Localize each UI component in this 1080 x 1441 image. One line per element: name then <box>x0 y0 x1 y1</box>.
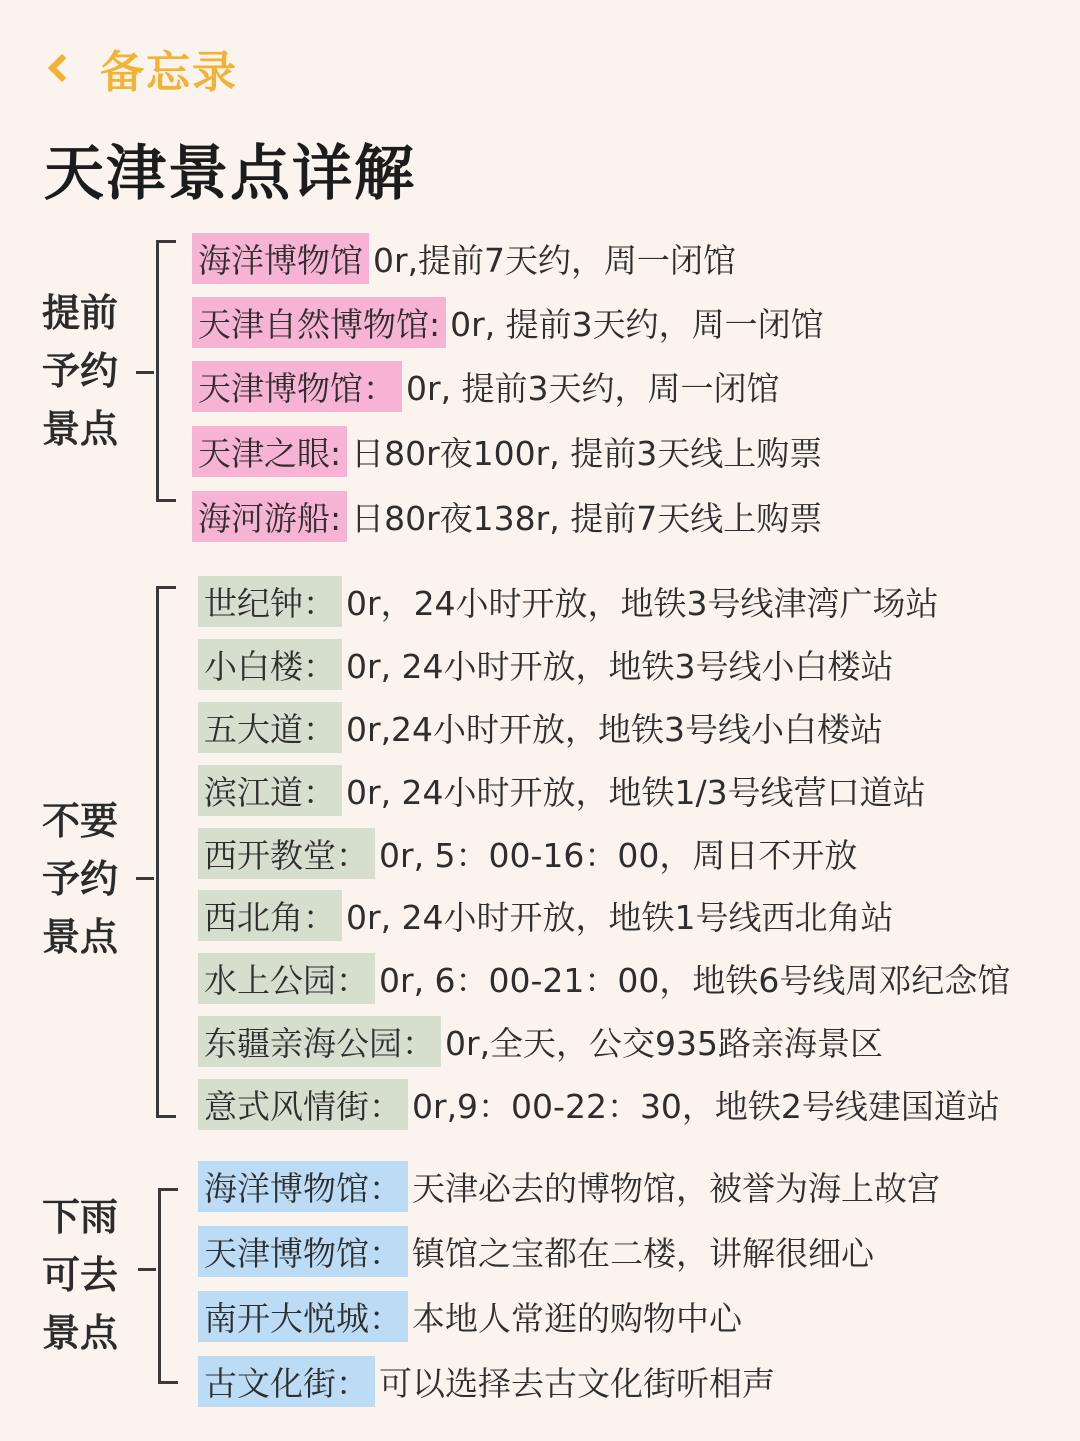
attraction-desc: 0r, 提前3天约，周一闭馆 <box>450 304 824 344</box>
list-item <box>192 423 822 479</box>
attraction-desc: 日80r夜138r, 提前7天线上购票 <box>351 498 823 538</box>
attraction-name: 古文化街： <box>198 1356 375 1407</box>
bracket <box>158 1188 178 1384</box>
attraction-name: 五大道： <box>198 702 342 753</box>
attraction-name: 世纪钟： <box>198 576 342 627</box>
attraction-name: 海洋博物馆 <box>192 233 369 284</box>
attraction-desc: 0r,24小时开放，地铁3号线小白楼站 <box>346 709 884 749</box>
attraction-name: 海洋博物馆： <box>198 1161 408 1212</box>
attraction-desc: 0r, 6：00-21：00，地铁6号线周邓纪念馆 <box>379 960 1011 1000</box>
section-label: 提前 予约 景点 <box>42 291 119 451</box>
bracket-tick <box>136 877 154 880</box>
section-label: 不要 予约 景点 <box>42 799 119 959</box>
back-label: 备忘录 <box>100 47 238 98</box>
attraction-desc: 0r, 24小时开放，地铁1号线西北角站 <box>346 897 894 937</box>
attraction-desc: 镇馆之宝都在二楼，讲解很细心 <box>412 1233 874 1273</box>
list-item <box>192 358 780 414</box>
list-item <box>192 230 736 286</box>
section-label: 下雨 可去 景点 <box>42 1195 119 1355</box>
attraction-name: 西开教堂： <box>198 828 375 879</box>
list-item <box>198 950 1010 1006</box>
list-item <box>198 1076 1000 1132</box>
attraction-desc: 天津必去的博物馆，被誉为海上故宫 <box>412 1168 940 1208</box>
attraction-name: 小白楼： <box>198 639 342 690</box>
list-item <box>198 1353 775 1409</box>
attraction-desc: 0r, 24小时开放，地铁1/3号线营口道站 <box>346 772 926 812</box>
page-title: 天津景点详解 <box>44 139 416 209</box>
list-item <box>198 1013 883 1069</box>
chevron-left-icon <box>48 54 76 82</box>
attraction-desc: 0r,9：00-22：30，地铁2号线建国道站 <box>412 1086 1000 1126</box>
attraction-desc: 0r,提前7天约，周一闭馆 <box>373 240 737 280</box>
attraction-desc: 0r，24小时开放，地铁3号线津湾广场站 <box>346 583 939 623</box>
attraction-desc: 本地人常逛的购物中心 <box>412 1298 742 1338</box>
attraction-name: 天津博物馆： <box>198 1226 408 1277</box>
attraction-desc: 0r, 提前3天约，周一闭馆 <box>406 368 780 408</box>
attraction-desc: 0r, 24小时开放，地铁3号线小白楼站 <box>346 646 894 686</box>
bracket <box>156 240 176 502</box>
list-item <box>192 294 824 350</box>
attraction-desc: 可以选择去古文化街听相声 <box>379 1363 775 1403</box>
list-item <box>192 488 822 544</box>
attraction-desc: 0r,全天，公交935路亲海景区 <box>445 1023 884 1063</box>
list-item <box>198 887 894 943</box>
attraction-name: 意式风情街： <box>198 1079 408 1130</box>
attraction-name: 滨江道： <box>198 765 342 816</box>
attraction-name: 东疆亲海公园： <box>198 1016 441 1067</box>
attraction-desc: 0r, 5：00-16：00，周日不开放 <box>379 835 858 875</box>
back-button[interactable] <box>40 40 238 96</box>
attraction-desc: 日80r夜100r, 提前3天线上购票 <box>351 433 823 473</box>
bracket-tick <box>138 1268 156 1271</box>
attraction-name: 南开大悦城： <box>198 1291 408 1342</box>
list-item <box>198 762 926 818</box>
bracket-tick <box>136 371 154 374</box>
attraction-name: 西北角： <box>198 890 342 941</box>
attraction-name: 天津自然博物馆: <box>192 297 446 348</box>
list-item <box>198 1223 874 1279</box>
attraction-name: 天津之眼: <box>192 426 347 477</box>
list-item <box>198 825 857 881</box>
bracket <box>156 586 176 1118</box>
list-item <box>198 1158 940 1214</box>
attraction-name: 天津博物馆： <box>192 361 402 412</box>
list-item <box>198 1288 742 1344</box>
list-item <box>198 573 939 629</box>
attraction-name: 水上公园： <box>198 953 375 1004</box>
list-item <box>198 636 894 692</box>
list-item <box>198 699 883 755</box>
attraction-name: 海河游船: <box>192 491 347 542</box>
